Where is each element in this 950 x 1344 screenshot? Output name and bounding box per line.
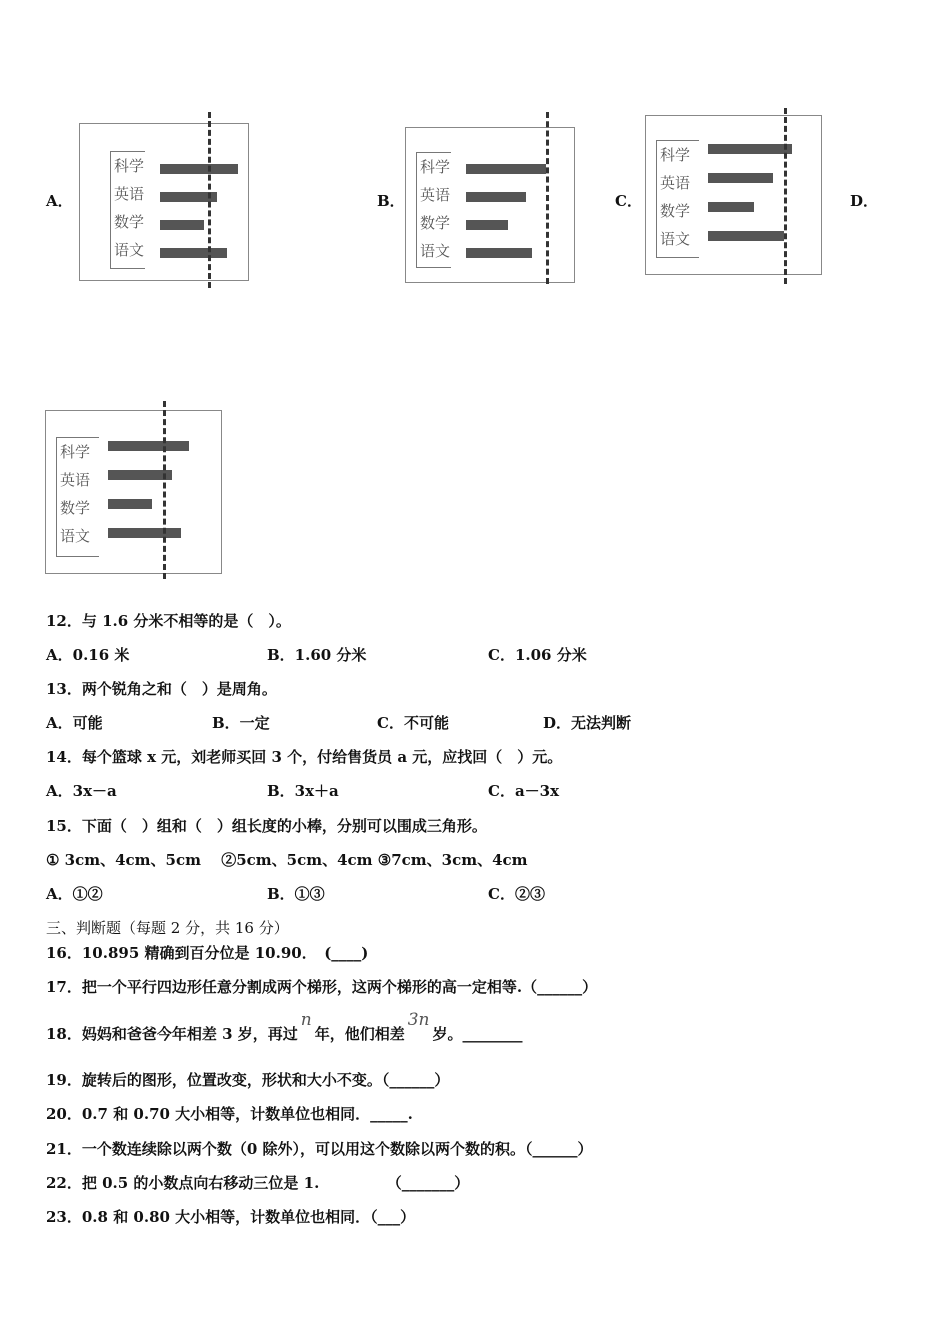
bar-数学 [160,220,204,230]
bar-英语 [466,192,526,202]
subject-label: 英语 [60,471,91,489]
chart-a [79,123,249,281]
subject-label: 数学 [114,213,145,231]
subject-label: 语文 [60,527,91,545]
q18-var-n: n [300,1010,312,1030]
option-a-label: A． [46,192,73,210]
bar-语文 [708,231,784,241]
q12-option-a: A．0.16 米 [46,646,130,664]
q15-option-a: A．①② [46,885,103,903]
subject-labels [656,140,699,258]
q13-option-c: C．不可能 [377,714,449,732]
q18-suffix: 岁。________ [432,1025,523,1043]
q15-option-c: C．②③ [488,885,545,903]
q18-prefix: 18．妈妈和爸爸今年相差 3 岁，再过 [46,1025,298,1043]
bar-科学 [708,144,792,154]
subject-label: 数学 [60,499,91,517]
q18-mid: 年，他们相差 [314,1025,405,1043]
bar-语文 [108,528,181,538]
subject-labels [110,151,145,269]
subject-label: 英语 [660,174,691,192]
bar-英语 [708,173,773,183]
chart-c [645,115,822,275]
q12-option-c: C．1.06 分米 [488,646,587,664]
option-d-label: D． [850,192,879,210]
bar-数学 [708,202,754,212]
subject-labels [416,152,451,268]
reference-line [784,108,787,284]
question-16: 16．10.895 精确到百分位是 10.90． (____) [46,944,369,962]
q12-option-b: B．1.60 分米 [267,646,367,664]
subject-label: 科学 [114,157,145,175]
option-b-label: B． [377,192,405,210]
section-3-heading: 三、判断题（每题 2 分，共 16 分） [46,919,289,937]
bar-科学 [160,164,238,174]
subject-label: 英语 [114,185,145,203]
bar-语文 [160,248,227,258]
question-13-stem: 13．两个锐角之和（ ）是周角。 [46,680,277,698]
question-14-stem: 14．每个篮球 x 元，刘老师买回 3 个，付给售货员 a 元，应找回（ ）元。 [46,748,563,766]
question-20: 20．0.7 和 0.70 大小相等，计数单位也相同．_____. [46,1105,413,1123]
subject-label: 科学 [660,146,691,164]
subject-label: 语文 [660,230,691,248]
question-12-stem: 12．与 1.6 分米不相等的是（ ）。 [46,612,291,630]
bar-数学 [108,499,152,509]
subject-label: 科学 [420,158,451,176]
question-23: 23．0.8 和 0.80 大小相等，计数单位也相同．（___） [46,1208,416,1226]
subject-labels [56,437,99,557]
reference-line [208,112,211,288]
q14-option-c: C．a－3x [488,782,560,800]
question-19: 19．旋转后的图形，位置改变，形状和大小不变。（______） [46,1071,450,1089]
q18-var-3n: 3n [407,1010,430,1030]
subject-label: 数学 [660,202,691,220]
subject-label: 语文 [420,242,451,260]
option-c-label: C． [615,192,642,210]
chart-d [45,410,222,574]
reference-line [546,112,549,284]
question-15-stem: 15．下面（ ）组和（ ）组长度的小棒，分别可以围成三角形。 [46,817,487,835]
reference-line [163,401,166,579]
q13-option-b: B．一定 [212,714,270,732]
bar-语文 [466,248,532,258]
q13-option-d: D．无法判断 [543,714,632,732]
q15-option-b: B．①③ [267,885,325,903]
question-18 [46,1010,523,1044]
chart-b [405,127,575,283]
q13-option-a: A．可能 [46,714,103,732]
q14-option-b: B．3x＋a [267,782,339,800]
subject-label: 语文 [114,241,145,259]
subject-label: 数学 [420,214,451,232]
question-21: 21．一个数连续除以两个数（0 除外），可以用这个数除以两个数的积。（______） [46,1140,593,1158]
question-22: 22．把 0.5 的小数点向右移动三位是 1. （_______） [46,1174,470,1192]
bar-科学 [466,164,546,174]
subject-label: 科学 [60,443,91,461]
question-15-groups: ① 3cm、4cm、5cm ②5cm、5cm、4cm ③7cm、3cm、4cm [46,851,528,869]
subject-label: 英语 [420,186,451,204]
question-17: 17．把一个平行四边形任意分割成两个梯形，这两个梯形的高一定相等.（______） [46,978,598,996]
q14-option-a: A．3x－a [46,782,117,800]
bar-数学 [466,220,508,230]
bar-科学 [108,441,189,451]
